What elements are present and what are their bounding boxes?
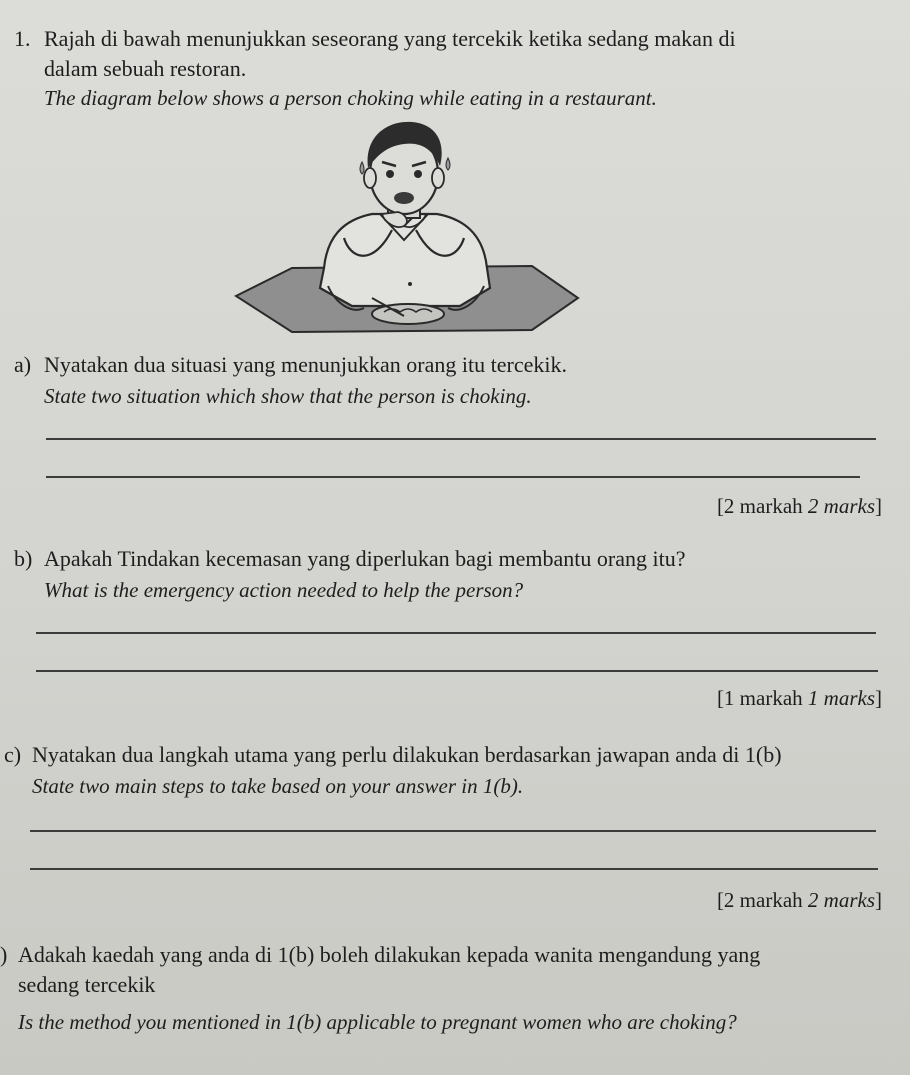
question-stem-english: The diagram below shows a person choking while eating in a restaurant. bbox=[44, 86, 657, 110]
part-b-label: b) bbox=[14, 546, 33, 571]
question-number: 1. bbox=[14, 26, 31, 51]
part-c-answer-line-1[interactable] bbox=[30, 830, 876, 832]
question-stem-malay-line1: Rajah di bawah menunjukkan seseorang yang tercekik ketika sedang makan di bbox=[44, 26, 736, 51]
part-b-answer-line-1[interactable] bbox=[36, 632, 876, 634]
part-c-question-english: State two main steps to take based on your answer in 1(b). bbox=[32, 774, 524, 798]
part-b-question-english: What is the emergency action needed to help the person? bbox=[44, 578, 524, 602]
part-b-marks: [1 markah 1 marks] bbox=[716, 686, 882, 710]
part-b-answer-line-2[interactable] bbox=[36, 670, 878, 672]
part-a-marks: [2 markah 2 marks] bbox=[716, 494, 882, 518]
part-a-answer-line-2[interactable] bbox=[46, 476, 860, 478]
part-c-answer-line-2[interactable] bbox=[30, 868, 878, 870]
part-d-question-malay-line2: sedang tercekik bbox=[18, 972, 156, 997]
part-a-question-english: State two situation which show that the person is choking. bbox=[44, 384, 532, 408]
question-stem-malay-line2: dalam sebuah restoran. bbox=[44, 56, 247, 81]
part-d-question-malay-line1: Adakah kaedah yang anda di 1(b) boleh dilakukan kepada wanita mengandung yang bbox=[18, 942, 761, 967]
part-b-question-malay: Apakah Tindakan kecemasan yang diperlukan bagi membantu orang itu? bbox=[44, 546, 686, 571]
part-c-question-malay: Nyatakan dua langkah utama yang perlu dilakukan berdasarkan jawapan anda di 1(b) bbox=[32, 742, 782, 767]
part-a-answer-line-1[interactable] bbox=[46, 438, 876, 440]
part-c-marks: [2 markah 2 marks] bbox=[716, 888, 882, 912]
choking-person-illustration bbox=[232, 118, 580, 340]
part-d-label: ) bbox=[0, 942, 8, 967]
part-c-label: c) bbox=[4, 742, 22, 767]
part-a-question-malay: Nyatakan dua situasi yang menunjukkan orang itu tercekik. bbox=[44, 352, 567, 377]
part-d-question-english: Is the method you mentioned in 1(b) applicable to pregnant women who are choking? bbox=[18, 1010, 737, 1034]
part-a-label: a) bbox=[14, 352, 32, 377]
choking-person-icon bbox=[232, 118, 580, 340]
